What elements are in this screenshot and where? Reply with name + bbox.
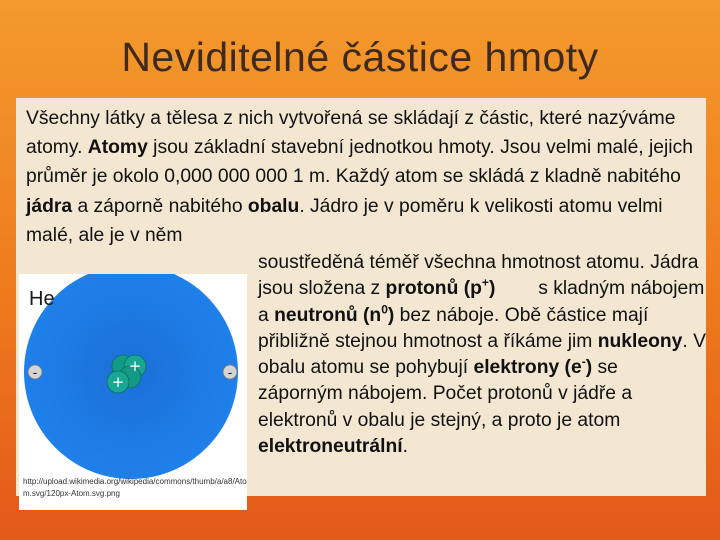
electron-sign: -: [32, 366, 38, 381]
nucleus-paragraph: [258, 250, 710, 460]
term-protonu: [385, 275, 496, 300]
text-run: .: [402, 436, 409, 458]
text-run: ): [585, 357, 593, 379]
intro-paragraph: [26, 104, 706, 250]
term-neutronu: [274, 302, 395, 326]
text-run: s kladným nábojem a: [258, 278, 710, 326]
electron-sign: -: [227, 366, 233, 381]
text-run: protonů (p: [385, 278, 482, 300]
superscript: +: [481, 275, 489, 290]
text-run: se záporným nábojem. Počet protonů v jádře a elektronů v obalu je stejný, a proto je atom: [258, 357, 633, 431]
image-source-url: http://upload.wikimedia.org/wikipedia/commons/thumb/a/a8/Atom.svg/120px-Atom.svg.png: [23, 477, 247, 498]
term-nukleony: nukleony: [597, 330, 683, 352]
proton-sign: +: [128, 357, 142, 375]
text-run: . V obalu atomu se pohybují: [258, 330, 706, 379]
term-obalu: obalu: [247, 195, 300, 217]
slide-title: Neviditelné částice hmoty: [121, 34, 599, 80]
text-run: neutronů (n: [274, 304, 382, 326]
text-run: a záporně nabitého: [72, 195, 248, 217]
term-atomy: Atomy: [87, 137, 148, 159]
text-run: jsou základní stavební jednotkou hmoty. Jsou velmi malé, jejich průměr je okolo 0,000 000 000 1 m. Každý atom se skládá z kladně nabitého: [26, 137, 693, 188]
text-run: Všechny látky a tělesa z nich vytvořená se skládají z částic, které nazýváme atomy.: [26, 108, 676, 159]
element-label: He: [29, 288, 55, 310]
text-run: ): [488, 278, 496, 300]
text-run: ): [387, 304, 395, 326]
term-elektrony: [473, 354, 593, 379]
superscript: -: [581, 354, 586, 369]
superscript: 0: [381, 302, 388, 317]
term-jadra: jádra: [26, 195, 73, 217]
term-elektroneutralni: elektroneutrální: [258, 436, 403, 458]
atom-figure: [19, 274, 247, 510]
proton-sign: +: [111, 373, 125, 391]
text-run: elektrony (e: [473, 357, 582, 379]
text-run: bez náboje. Obě částice mají přibližně stejnou hmotnost a říkáme jim: [258, 304, 649, 352]
text-run: soustředěná téměř všechna hmotnost atomu. Jádra jsou složena z: [258, 252, 699, 300]
text-run: . Jádro je v poměru k velikosti atomu velmi malé, ale je v něm: [26, 195, 663, 246]
